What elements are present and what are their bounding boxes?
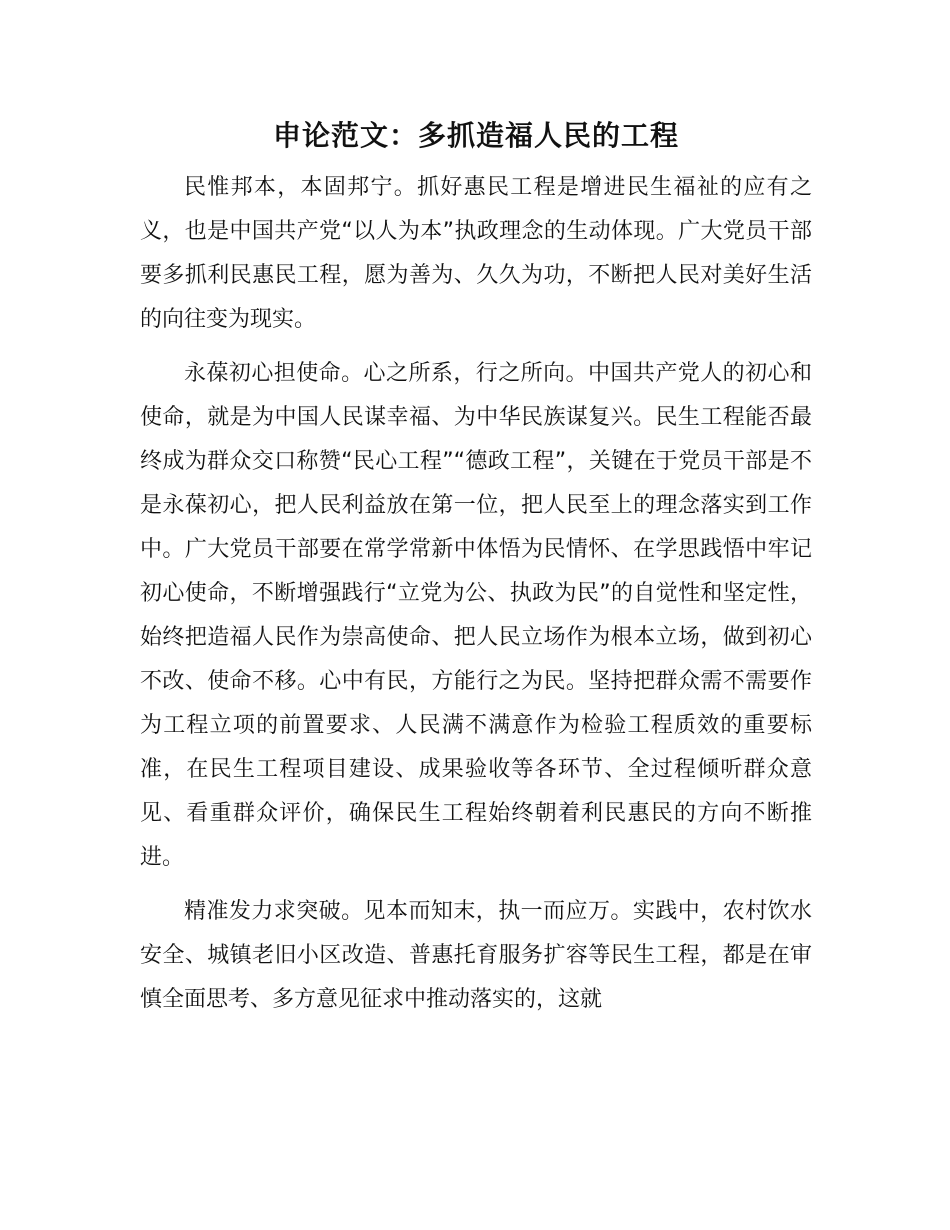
paragraph-3: 精准发力求突破。见本而知末，执一而应万。实践中，农村饮水安全、城镇老旧小区改造、普惠托育服务扩容等民生工程，都是在审慎全面思考、多方意见征求中推动落实的，这就 [140, 899, 812, 1012]
paragraph-1: 民惟邦本，本固邦宁。抓好惠民工程是增进民生福祉的应有之义，也是中国共产党“以人为本”执政理念的生动体现。广大党员干部要多抓利民惠民工程，愿为善为、久久为功，不断把人民对美好生活的向往变为现实。 [140, 175, 812, 332]
document-title: 申论范文：多抓造福人民的工程 [272, 119, 679, 152]
document-page [140, 112, 812, 1032]
paragraph-2: 永葆初心担使命。心之所系，行之所向。中国共产党人的初心和使命，就是为中国人民谋幸福、为中华民族谋复兴。民生工程能否最终成为群众交口称赞“民心工程”“德政工程”，关键在于党员干部是不是永葆初心，把人民利益放在第一位，把人民至上的理念落实到工作中。广大党员干部要在常学常新中体悟为民情怀、在学思践悟中牢记初心使命，不断增强践行“立党为公、执政为民”的自觉性和坚定性，始终把造福人民作为崇高使命、把人民立场作为根本立场，做到初心不改、使命不移。心中有民，方能行之为民。坚持把群众需不需要作为工程立项的前置要求、人民满不满意作为检验工程质效的重要标准，在民生工程项目建设、成果验收等各环节、全过程倾听群众意见、看重群众评价，确保民生工程始终朝着利民惠民的方向不断推进。 [140, 361, 812, 870]
